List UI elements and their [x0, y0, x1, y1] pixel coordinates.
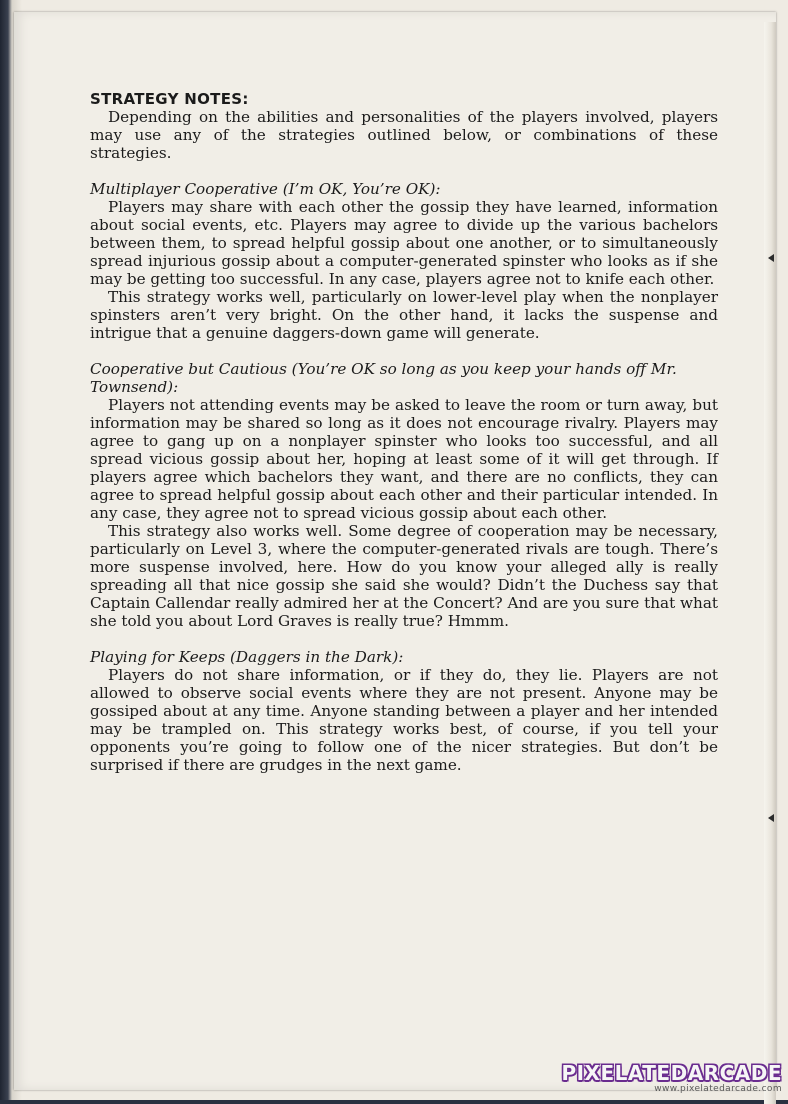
strategy-title: Playing for Keeps (Daggers in the Dark):: [90, 648, 404, 666]
page-edge-notch: [768, 814, 774, 822]
watermark-logo: PIXELATEDARCADE: [561, 1061, 782, 1085]
section-heading: STRATEGY NOTES:: [90, 90, 249, 108]
watermark: [561, 1062, 782, 1094]
strategy-multiplayer-cooperative: [90, 180, 718, 342]
strategy-playing-for-keeps: [90, 648, 718, 774]
strategy-paragraph: This strategy also works well. Some degree of cooperation may be necessary, particularly on Level 3, where the computer-generated rivals are tough. There’s more suspense involved, here. How do you know your alleged ally is really spreading all that nice gossip she said she would? Didn’t the Duchess say that Captain Callendar really admired her at the Concert? And are you sure that what she told you about Lord Graves is really true? Hmmm.: [90, 522, 718, 630]
strategy-paragraph: Players may share with each other the gossip they have learned, information about social events, etc. Players may agree to divide up the various bachelors between them, to spread helpful gossip about one another, or to simultaneously spread injurious gossip about a computer-generated spinster who looks as if she may be getting too successful. In any case, players agree not to knife each other.: [90, 198, 718, 288]
page-edge: [764, 22, 776, 1104]
strategy-title: Cooperative but Cautious (You’re OK so long as you keep your hands off Mr. Townsend):: [90, 360, 677, 396]
strategy-paragraph: Players do not share information, or if they do, they lie. Players are not allowed to observe social events where they are not present. Anyone may be gossiped about at any time. Anyone standing between a player and her intended may be trampled on. This strategy works best, of course, if you tell your opponents you’re going to follow one of the nicer strategies. But don’t be surprised if there are grudges in the next game.: [90, 666, 718, 774]
page-content: [90, 90, 718, 774]
strategy-paragraph: This strategy works well, particularly on lower-level play when the nonplayer spinsters aren’t very bright. On the other hand, it lacks the suspense and intrigue that a genuine daggers-down game will generate.: [90, 288, 718, 342]
strategy-paragraph: Players not attending events may be asked to leave the room or turn away, but information may be shared so long as it does not encourage rivalry. Players may agree to gang up on a nonplayer spinster who looks too successful, and all spread vicious gossip about her, hoping at least some of it will get through. If players agree which bachelors they want, and there are no conflicts, they can agree to spread helpful gossip about each other and their particular intended. In any case, they agree not to spread vicious gossip about each other.: [90, 396, 718, 522]
intro-paragraph: Depending on the abilities and personalities of the players involved, players may use any of the strategies outlined below, or combinations of these strategies.: [90, 108, 718, 162]
strategy-title: Multiplayer Cooperative (I’m OK, You’re OK):: [90, 180, 441, 198]
watermark-url: www.pixelatedarcade.com: [654, 1084, 782, 1094]
strategy-cooperative-cautious: [90, 360, 718, 630]
page-edge-notch: [768, 254, 774, 262]
